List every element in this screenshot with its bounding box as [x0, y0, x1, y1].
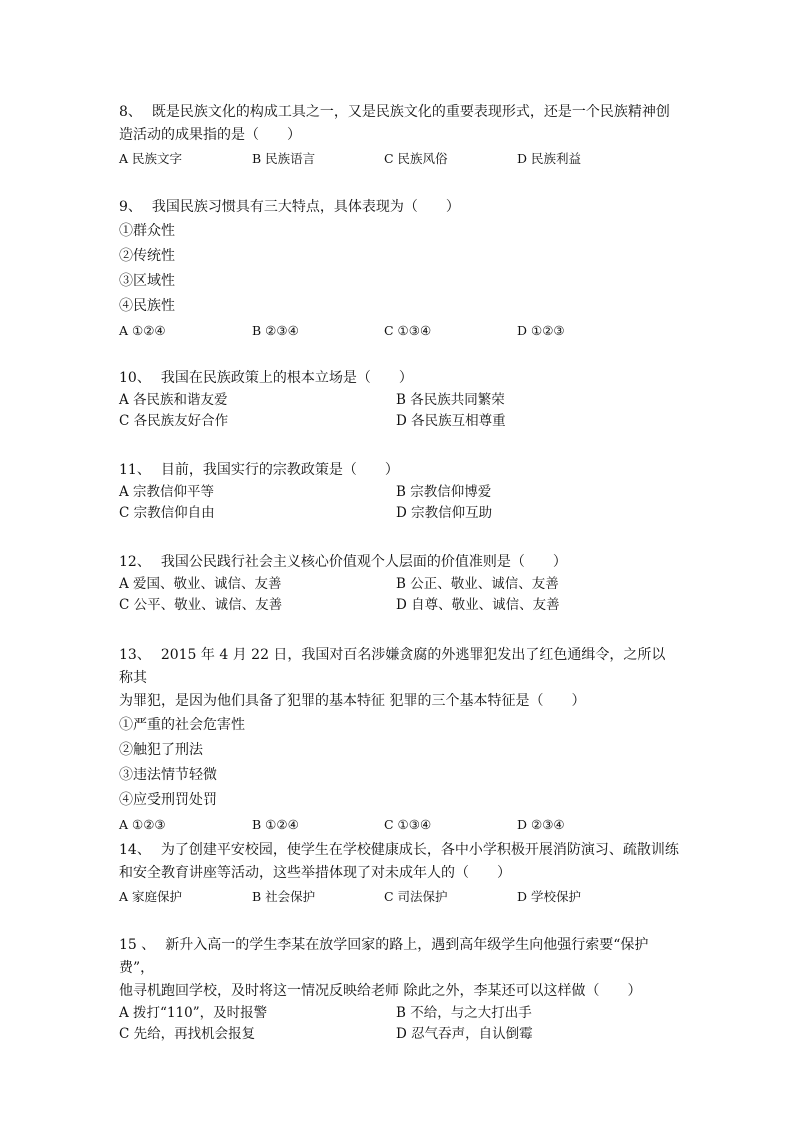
- option-d[interactable]: D 民族利益: [517, 151, 581, 166]
- option-d[interactable]: D ①②③: [517, 323, 565, 338]
- option-d[interactable]: D 学校保护: [517, 889, 581, 904]
- question-number: 10、: [119, 370, 151, 386]
- answer-options-row: [119, 503, 679, 524]
- option-c[interactable]: C 司法保护: [384, 889, 448, 904]
- question-12: [119, 551, 679, 616]
- option-a[interactable]: A 拨打“110”，及时报警: [119, 1005, 268, 1021]
- option-c[interactable]: C 先给，再找机会报复: [119, 1026, 256, 1042]
- statement-item: ②触犯了刑法: [119, 742, 203, 758]
- question-number: 14、: [119, 842, 151, 858]
- answer-options-row: [119, 574, 679, 595]
- question-14: [119, 839, 679, 909]
- question-number: 15 、: [119, 937, 156, 953]
- answer-options: [119, 813, 679, 837]
- option-a[interactable]: A 民族文字: [119, 151, 183, 166]
- option-a[interactable]: A 各民族和谐友爱: [119, 392, 228, 408]
- question-number: 9、: [119, 199, 142, 215]
- question-10: [119, 367, 679, 432]
- option-c[interactable]: C 宗教信仰自由: [119, 505, 215, 521]
- answer-options: [119, 319, 679, 343]
- option-b[interactable]: B ①②④: [252, 817, 299, 832]
- option-b[interactable]: B 社会保护: [252, 889, 316, 904]
- statement-item: ①群众性: [119, 223, 175, 239]
- option-d[interactable]: D 宗教信仰互助: [396, 505, 493, 521]
- answer-options-row: [119, 595, 679, 616]
- statement-item: ③违法情节轻微: [119, 767, 217, 783]
- answer-options-row: [119, 1003, 679, 1024]
- option-b[interactable]: B 不给，与之大打出手: [396, 1005, 532, 1021]
- option-b[interactable]: B 公正、敬业、诚信、友善: [396, 576, 559, 592]
- question-stem: 12、 我国公民践行社会主义核心价值观个人层面的价值准则是（ ）: [119, 554, 567, 570]
- option-a[interactable]: A ①②③: [119, 817, 166, 832]
- option-c[interactable]: C 民族风俗: [384, 151, 448, 166]
- statement-item: ④民族性: [119, 298, 175, 314]
- answer-options-row: [119, 390, 679, 411]
- answer-options-row: [119, 482, 679, 503]
- answer-options-row: [119, 1024, 679, 1045]
- statement-item: ①严重的社会危害性: [119, 717, 245, 733]
- question-13: [119, 644, 679, 837]
- option-b[interactable]: B 民族语言: [252, 151, 316, 166]
- question-11: [119, 459, 679, 524]
- question-15: [119, 934, 679, 1045]
- statement-item: ④应受刑罚处罚: [119, 792, 217, 808]
- option-a[interactable]: A 家庭保护: [119, 889, 183, 904]
- question-8: [119, 101, 679, 171]
- option-b[interactable]: B ②③④: [252, 323, 299, 338]
- question-stem: 13、 2015 年 4 月 22 日，我国对百名涉嫌贪腐的外逃罪犯发出了红色通缉令，之所以称其 为罪犯，是因为他们具备了犯罪的基本特征 犯罪的三个基本特征是（ ）: [119, 647, 666, 709]
- question-stem: 15 、 新升入高一的学生李某在放学回家的路上，遇到高年级学生向他强行索要“保护费”， 他寻机跑回学校，及时将这一情况反映给老师 除此之外，李某还可以这样做（ ）: [119, 937, 649, 999]
- question-number: 12、: [119, 554, 151, 570]
- option-b[interactable]: B 各民族共同繁荣: [396, 392, 505, 408]
- option-c[interactable]: C ①③④: [384, 323, 432, 338]
- question-stem: 8、 既是民族文化的构成工具之一，又是民族文化的重要表现形式，还是一个民族精神创 造活动的成果指的是（ ）: [119, 104, 670, 143]
- option-d[interactable]: D 自尊、敬业、诚信、友善: [396, 597, 560, 613]
- option-a[interactable]: A 宗教信仰平等: [119, 484, 215, 500]
- question-number: 13、: [119, 647, 151, 663]
- option-a[interactable]: A ①②④: [119, 323, 166, 338]
- option-b[interactable]: B 宗教信仰博爱: [396, 484, 492, 500]
- option-d[interactable]: D 各民族互相尊重: [396, 413, 506, 429]
- question-stem: 10、 我国在民族政策上的根本立场是（ ）: [119, 370, 413, 386]
- question-stem: 9、 我国民族习惯具有三大特点，具体表现为（ ）: [119, 199, 460, 215]
- question-number: 11、: [119, 462, 151, 478]
- option-c[interactable]: C 各民族友好合作: [119, 413, 229, 429]
- answer-options-row: [119, 411, 679, 432]
- option-a[interactable]: A 爱国、敬业、诚信、友善: [119, 576, 282, 592]
- question-9: [119, 196, 679, 343]
- question-number: 8、: [119, 104, 142, 120]
- statement-item: ②传统性: [119, 248, 175, 264]
- question-stem: 11、 目前，我国实行的宗教政策是（ ）: [119, 462, 399, 478]
- question-stem: 14、 为了创建平安校园，使学生在学校健康成长，各中小学积极开展消防演习、疏散训练 和安全教育讲座等活动，这些举措体现了对未成年人的（ ）: [119, 842, 679, 881]
- statement-item: ③区域性: [119, 273, 175, 289]
- option-c[interactable]: C ①③④: [384, 817, 432, 832]
- answer-options: [119, 885, 679, 909]
- option-d[interactable]: D ②③④: [517, 817, 565, 832]
- answer-options: [119, 147, 679, 171]
- option-d[interactable]: D 忍气吞声，自认倒霉: [396, 1026, 533, 1042]
- option-c[interactable]: C 公平、敬业、诚信、友善: [119, 597, 283, 613]
